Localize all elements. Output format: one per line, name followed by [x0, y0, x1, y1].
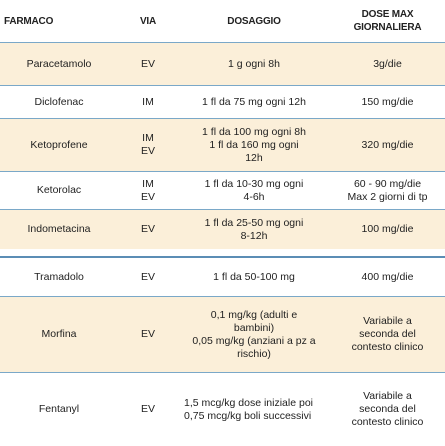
cell-via: IM [142, 95, 154, 108]
cell-farmaco: Ketoprofene [30, 138, 88, 151]
cell-farmaco: Fentanyl [38, 403, 80, 415]
header-farmaco: FARMACO [4, 15, 54, 27]
cell-via: EV [140, 328, 155, 340]
cell-dose-max: 400 mg/die [361, 270, 414, 283]
cell-dosaggio: 1 fl da 25-50 mg ogni 8-12h [204, 216, 304, 242]
header-via: VIA [139, 15, 157, 27]
cell-dose-max: Variabile a seconda del contesto clinico [351, 315, 424, 353]
cell-dosaggio: 1 fl da 75 mg ogni 12h [202, 95, 306, 108]
table-row [0, 171, 445, 209]
cell-via: EV [140, 403, 155, 415]
cell-dosaggio: 1 fl da 10-30 mg ogni 4-6h [204, 177, 304, 203]
table-row [0, 118, 445, 171]
table-row [0, 256, 445, 296]
table-header [0, 0, 445, 42]
cell-dosaggio: 1 fl da 50-100 mg [213, 270, 295, 283]
cell-farmaco: Paracetamolo [26, 57, 92, 70]
cell-dose-max: 100 mg/die [361, 223, 414, 235]
cell-farmaco: Morfina [41, 328, 77, 340]
cell-via: EV [140, 223, 155, 235]
cell-farmaco: Diclofenac [34, 95, 84, 108]
cell-dose-max: 3g/die [373, 57, 402, 70]
cell-via: EV [140, 270, 155, 283]
cell-dose-max: 150 mg/die [361, 95, 414, 108]
table-row [0, 372, 445, 446]
header-dosaggio: DOSAGGIO [227, 15, 281, 27]
cell-dose-max: 320 mg/die [361, 138, 414, 151]
cell-dosaggio: 1,5 mcg/kg dose iniziale poi 0,75 mcg/kg boli successivi [184, 396, 313, 422]
table-row [0, 85, 445, 118]
cell-farmaco: Tramadolo [34, 270, 84, 283]
cell-dosaggio: 1 fl da 100 mg ogni 8h 1 fl da 160 mg ogni 12h [202, 125, 306, 164]
cell-via: IM EV [140, 132, 155, 157]
cell-farmaco: Ketorolac [36, 184, 82, 196]
cell-dose-max: Variabile a seconda del contesto clinico [351, 390, 424, 428]
table-row [0, 42, 445, 85]
cell-dosaggio: 1 g ogni 8h [228, 57, 280, 70]
table-row [0, 209, 445, 249]
header-dose-max: DOSE MAX GIORNALIERA [353, 9, 422, 33]
cell-via: EV [140, 57, 155, 70]
table-row [0, 296, 445, 372]
cell-via: IM EV [140, 177, 155, 203]
cell-dosaggio: 0,1 mg/kg (adulti e bambini) 0,05 mg/kg (anziani a pz a rischio) [192, 308, 316, 360]
cell-farmaco: Indometacina [27, 223, 91, 235]
cell-dose-max: 60 - 90 mg/die Max 2 giorni di tp [347, 177, 428, 203]
